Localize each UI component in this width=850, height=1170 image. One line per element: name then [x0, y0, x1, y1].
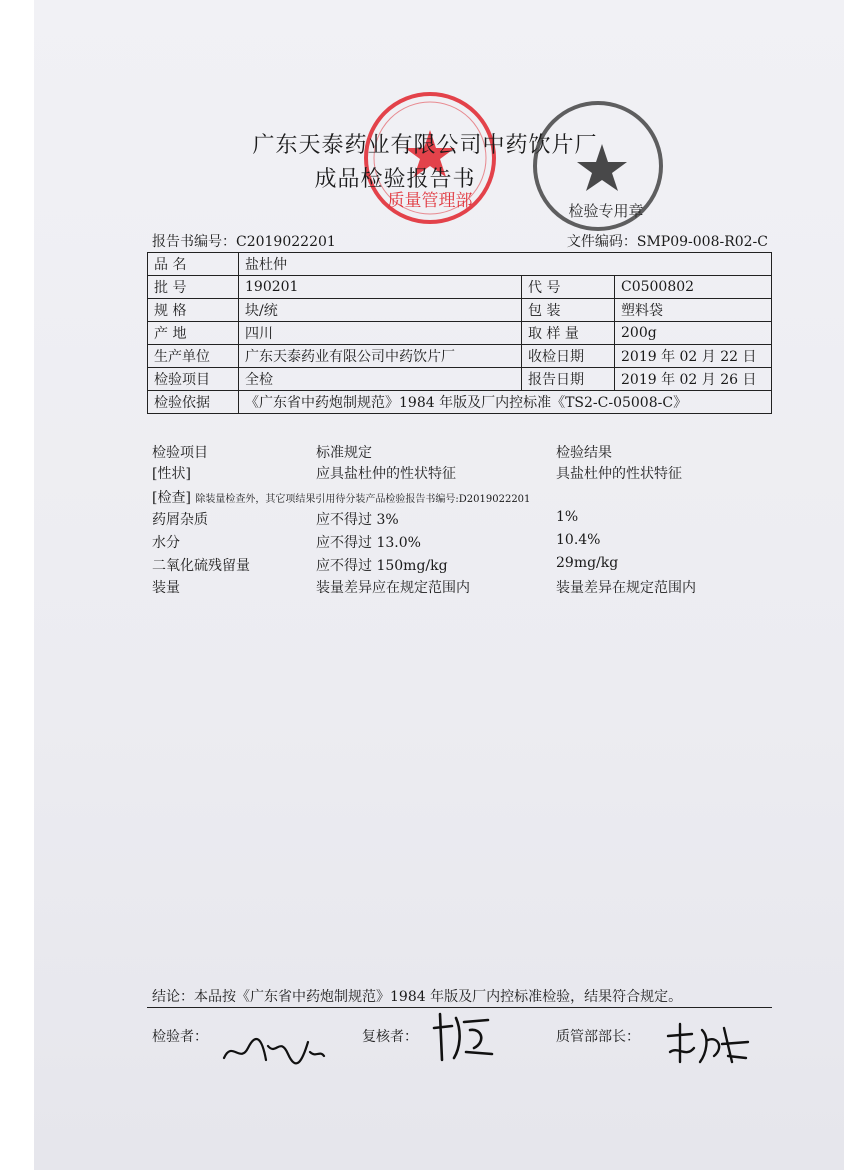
product-name-value: 盐杜仲 [239, 253, 772, 276]
report-date-value: 2019 年 02 月 26 日 [615, 368, 772, 391]
report-number-value: C2019022201 [236, 234, 336, 250]
origin-value: 四川 [239, 322, 522, 345]
qa-label: 质管部部长： [556, 1029, 640, 1045]
reviewer-label: 复核者： [362, 1029, 418, 1045]
results-head-standard: 标准规定 [316, 445, 372, 461]
result-standard: 应不得过 3% [316, 512, 399, 528]
producer-value: 广东天泰药业有限公司中药饮片厂 [239, 345, 522, 368]
basis-value: 《广东省中药炮制规范》1984 年版及厂内控标准《TS2-C-05008-C》 [239, 391, 772, 414]
package-label: 包 装 [522, 299, 615, 322]
package-value: 塑料袋 [615, 299, 772, 322]
item-value: 全检 [239, 368, 522, 391]
producer-label: 生产单位 [148, 345, 239, 368]
receive-date-label: 收检日期 [522, 345, 615, 368]
spec-label: 规 格 [148, 299, 239, 322]
qa-signature [662, 1018, 752, 1072]
report-date-label: 报告日期 [522, 368, 615, 391]
inspection-seal-text: 检验专用章 [568, 202, 644, 220]
code-value: C0500802 [615, 276, 772, 299]
file-number-value: SMP09-008-R02-C [636, 234, 768, 250]
character-standard: 应具盐杜仲的性状特征 [316, 466, 456, 482]
receive-date-value: 2019 年 02 月 22 日 [615, 345, 772, 368]
result-value: 10.4% [556, 532, 601, 548]
batch-value: 190201 [239, 276, 522, 299]
reviewer-signature [430, 1008, 500, 1070]
result-item: 二氧化硫残留量 [152, 558, 250, 574]
info-row [148, 345, 772, 368]
origin-label: 产 地 [148, 322, 239, 345]
conclusion: 结论：本品按《广东省中药炮制规范》1984 年版及厂内控标准检验，结果符合规定。 [152, 989, 683, 1005]
character-result: 具盐杜仲的性状特征 [556, 466, 682, 482]
info-row [148, 276, 772, 299]
quality-dept-stamp-text: 质量管理部 [387, 191, 473, 211]
file-number-label: 文件编码： [566, 234, 637, 250]
result-value: 29mg/kg [556, 555, 619, 571]
sample-label: 取 样 量 [522, 322, 615, 345]
result-value: 装量差异在规定范围内 [556, 580, 696, 596]
inspector-label: 检验者： [152, 1029, 208, 1045]
batch-label: 批 号 [148, 276, 239, 299]
company-title: 广东天泰药业有限公司中药饮片厂 [252, 133, 598, 158]
result-item: 水分 [152, 535, 180, 551]
document-title: 成品检验报告书 [314, 167, 476, 192]
info-row [148, 322, 772, 345]
info-table [147, 252, 772, 414]
character-item: [性状] [152, 466, 191, 482]
check-note: 除装量检查外，其它项结果引用待分装产品检验报告书编号:D2019022201 [195, 494, 531, 505]
info-row [148, 253, 772, 276]
item-label: 检验项目 [148, 368, 239, 391]
results-head-item: 检验项目 [152, 445, 208, 461]
result-standard: 应不得过 150mg/kg [316, 558, 448, 574]
info-row [148, 391, 772, 414]
check-label: [检查] [152, 490, 191, 506]
check-row [152, 487, 530, 507]
info-row [148, 368, 772, 391]
results-head-result: 检验结果 [556, 445, 612, 461]
result-standard: 装量差异应在规定范围内 [316, 580, 470, 596]
report-number-label: 报告书编号： [152, 234, 236, 250]
file-number [567, 231, 768, 251]
result-standard: 应不得过 13.0% [316, 535, 421, 551]
result-value: 1% [556, 509, 579, 525]
inspector-signature [218, 1028, 328, 1072]
sample-value: 200g [615, 322, 772, 345]
product-name-label: 品 名 [148, 253, 239, 276]
report-number [152, 231, 336, 251]
result-item: 药屑杂质 [152, 512, 208, 528]
code-label: 代 号 [522, 276, 615, 299]
scan-margin-right [844, 0, 850, 1170]
spec-value: 块/统 [239, 299, 522, 322]
info-row [148, 299, 772, 322]
basis-label: 检验依据 [148, 391, 239, 414]
result-item: 装量 [152, 580, 180, 596]
